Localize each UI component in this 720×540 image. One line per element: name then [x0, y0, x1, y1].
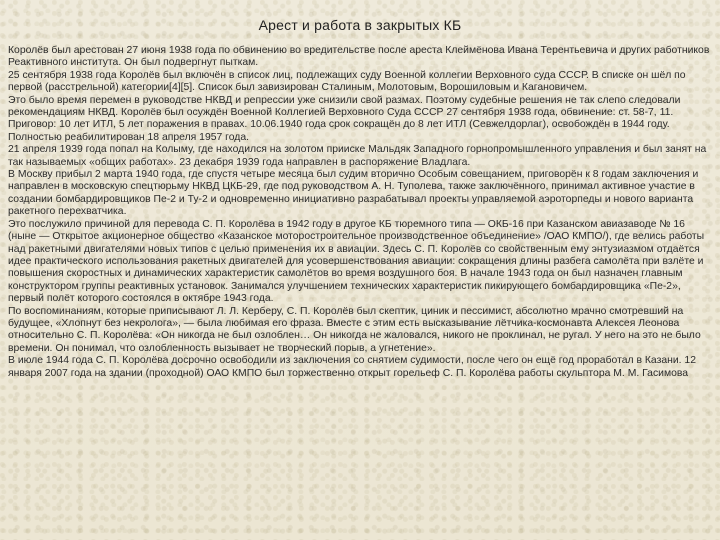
- paragraph-memories: По воспоминаниям, которые приписывают Л. Л. Керберу, С. П. Королёв был скептик, циник и пессимист, абсолютно мрачно смотревший на будущее, «Хлопнут без некролога», — была любимая его фраза. Вместе с этим есть высказывание лётчика-космонавта Алексея Леонова относительно С. П. Королёва: «Он никогда не был озлоблен… Он никогда не жаловался, никого не проклинал, не ругал. У него на это не было времени. Он понимал, что озлобленность вызывает не творческий порыв, а угнетение».: [8, 305, 701, 354]
- paragraph-trial-list: 25 сентября 1938 года Королёв был включён в список лиц, подлежащих суду Военной коллегии Верховного суда СССР. В списке он шёл по первой (расстрельной) категории[4][5]. Список был завизирован Сталиным, Молотовым, Ворошиловым и Кагановичем.: [8, 69, 686, 94]
- slide-title: Арест и работа в закрытых КБ: [258, 17, 462, 33]
- paragraph-okb16-kazan: Это послужило причиной для перевода С. П. Королёва в 1942 году в другое КБ тюремного типа — ОКБ-16 при Казанском авиазаводе № 16 (ныне — Открытое акционерное общество «Казанское моторостроительное производственное объединение» /ОАО КМПО/), где велись работы над ракетными двигателями новых типов с целью применения их в авиации. Здесь С. П. Королёв со свойственным ему энтузиазмом отдаётся идее практического использования ракетных двигателей для усовершенствования авиации: сокращения длины разбега самолёта при взлёте и повышения скоростных и динамических характеристик самолётов во время воздушного боя. В начале 1943 года он был назначен главным конструктором группы реактивных установок. Занимался улучшением технических характеристик пикирующего бомбардировщика «Пе-2», первый полёт которого состоялся в октябре 1943 года.: [8, 218, 705, 305]
- paragraph-sentence: Это было время перемен в руководстве НКВД и репрессии уже снизили свой размах. Поэтому судебные решения не так слепо следовали рекомендациям НКВД. Королёв был осуждён Военной Коллегией Верховного Суда СССР 27 сентября 1938 года, обвинение: ст. 58-7, 11. Приговор: 10 лет ИТЛ, 5 лет поражения в правах. 10.06.1940 года срок сокращён до 8 лет ИТЛ (Севжелдорлаг), освобождён в 1944 году. Полностью реабилитирован 18 апреля 1957 года.: [8, 94, 681, 143]
- paragraph-release: В июле 1944 года С. П. Королёва досрочно освободили из заключения со снятием судимости, после чего он ещё год проработал в Казани. 12 января 2007 года на здании (проходной) ОАО КМПО был торжественно открыт горельеф С. П. Королёва работы скульптора М. М. Гасимова: [8, 355, 696, 379]
- paragraph-moscow-tsk29: В Москву прибыл 2 марта 1940 года, где спустя четыре месяца был судим вторично Особым совещанием, приговорён к 8 годам заключения и направлен в московскую спецтюрьму НКВД ЦКБ-29, где под руководством А. Н. Туполева, также заключённого, принимал активное участие в создании бомбардировщиков Пе-2 и Ту-2 и одновременно инициативно разрабатывал проекты управляемой аэроторпеды и нового варианта ракетного перехватчика.: [8, 169, 699, 218]
- slide-content: [8, 45, 712, 380]
- paragraph-arrest: Королёв был арестован 27 июня 1938 года по обвинению во вредительстве после ареста Клеймёнова Ивана Терентьевича и других работников Реактивного института. Он был подвергнут пыткам.: [8, 45, 710, 69]
- paragraph-kolyma: 21 апреля 1939 года попал на Колыму, где находился на золотом прииске Мальдяк Западного горнопромышленного управления и был занят на так называемых «общих работах». 23 декабря 1939 года направлен в распоряжение Владлага.: [8, 144, 707, 168]
